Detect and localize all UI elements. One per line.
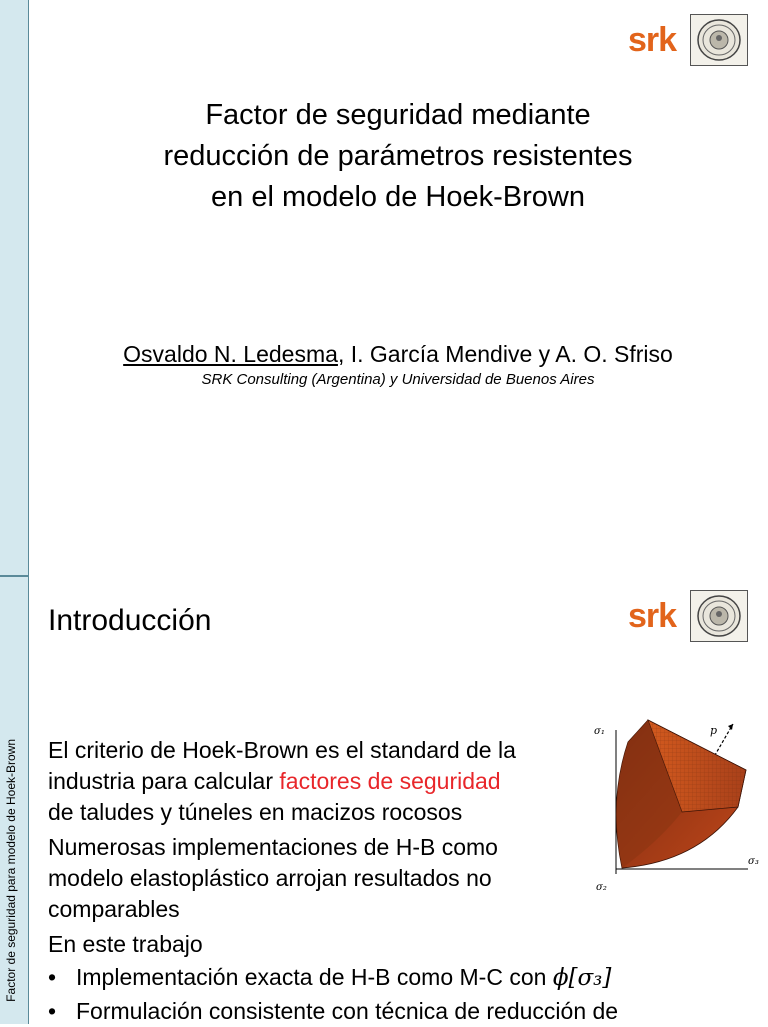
bullet-item: [48, 962, 612, 994]
srk-logo: srk: [627, 21, 676, 59]
presentation-title: [28, 95, 768, 218]
para-line: comparables: [48, 896, 180, 922]
title-line: Factor de seguridad mediante: [205, 99, 591, 131]
axis-label-sigma2: σ₂: [596, 882, 607, 893]
presenter-name: Osvaldo N. Ledesma: [123, 341, 338, 367]
university-seal-icon: [690, 590, 748, 642]
para-line: El criterio de Hoek-Brown es el standard de la: [48, 737, 516, 763]
axis-label-sigma1: σ₁: [594, 726, 605, 737]
para-line: de taludes y túneles en macizos rocosos: [48, 799, 463, 825]
math-phi: ϕ: [552, 965, 569, 991]
bullet-icon: •: [48, 964, 57, 990]
title-line: en el modelo de Hoek-Brown: [211, 181, 585, 213]
srk-logo: srk: [627, 597, 676, 635]
highlight-text: factores de seguridad: [279, 768, 501, 794]
affiliation: SRK Consulting (Argentina) y Universidad de Buenos Aires: [201, 371, 595, 388]
sidebar-slide2: [0, 577, 29, 1024]
authors-line: [28, 340, 768, 368]
bullet-text: Formulación consistente con técnica de reducción de: [76, 998, 619, 1024]
section-heading: Introducción: [48, 604, 212, 637]
hoek-brown-surface-figure: [588, 712, 768, 897]
para-line: Numerosas implementaciones de H-B como: [48, 834, 498, 860]
axis-label-sigma3: σ₃: [748, 856, 759, 867]
math-sigma3: [σ₃]: [568, 965, 612, 991]
axis-label-p: p: [710, 724, 718, 737]
para-line: [48, 766, 588, 797]
para-line: modelo elastoplástico arrojan resultados no: [48, 865, 492, 891]
sidebar-caption: Factor de seguridad para modelo de Hoek-Brown: [4, 739, 18, 1002]
bullet-icon: •: [48, 998, 57, 1024]
logo-group-slide2: [628, 590, 748, 642]
para-text: industria para calcular: [48, 768, 280, 794]
para-line: En este trabajo: [48, 931, 203, 957]
bullet-item: [48, 996, 619, 1027]
university-seal-icon: [690, 14, 748, 66]
bullet-text: Implementación exacta de H-B como M-C con: [76, 964, 553, 990]
coauthors: , I. García Mendive y A. O. Sfriso: [337, 341, 673, 367]
title-line: reducción de parámetros resistentes: [163, 140, 633, 172]
logo-group-slide1: [628, 14, 748, 66]
sidebar-slide1: [0, 0, 29, 575]
